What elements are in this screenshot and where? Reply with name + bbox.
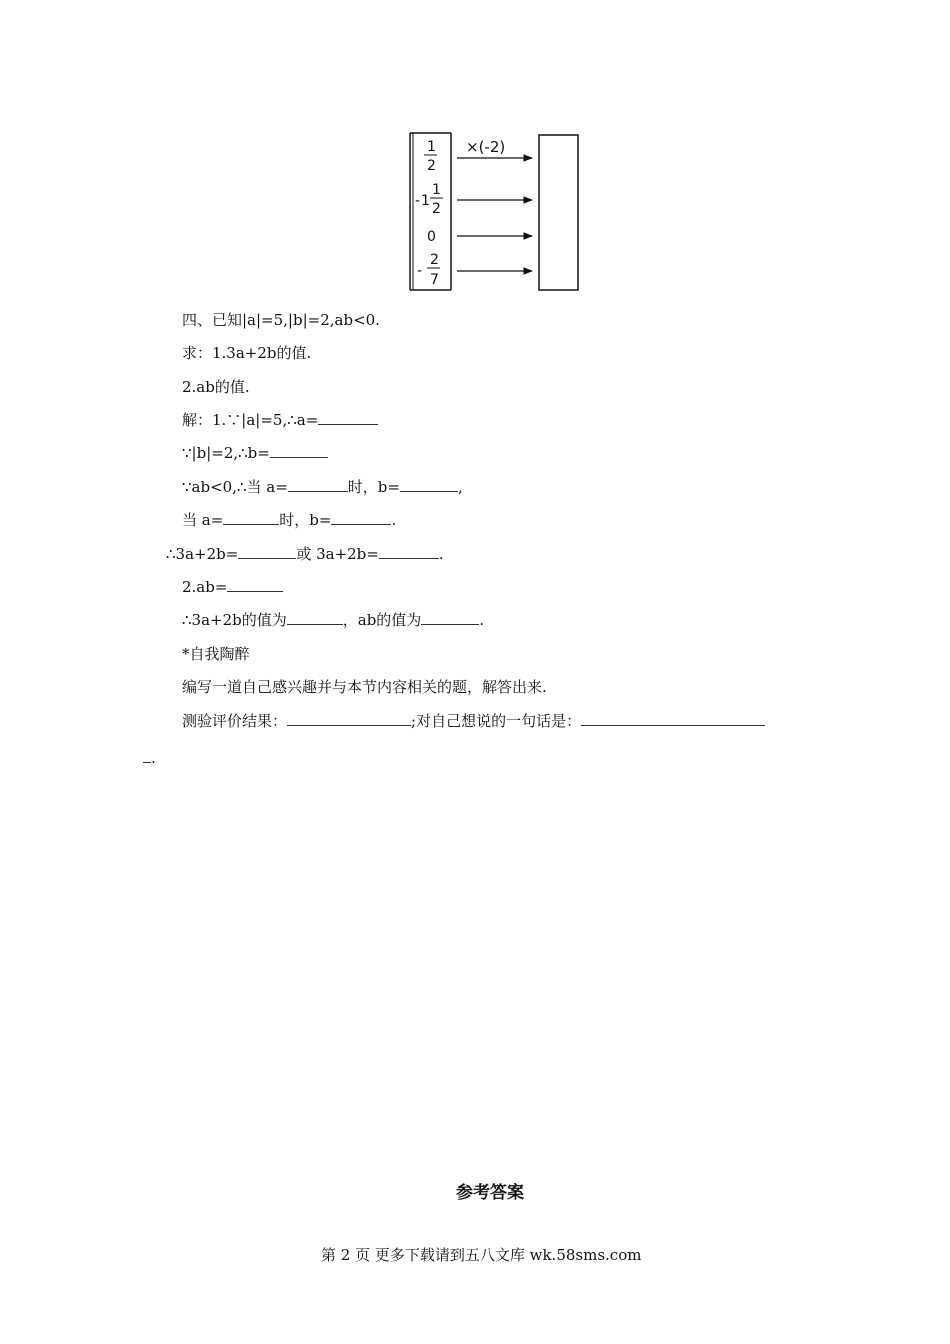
q4-solution-line-5 <box>166 544 444 564</box>
operator-label: ×(-2) <box>466 138 506 156</box>
q4-solution-line-3 <box>182 477 463 497</box>
q4-solution-line-4 <box>182 510 396 530</box>
q4-heading: 四、已知|a|=5,|b|=2,ab<0. <box>182 311 380 329</box>
answers-title: 参考答案 <box>456 1183 524 1203</box>
q4-sol4a-text: 当 a= <box>182 511 224 529</box>
q4-sol5c-text: . <box>438 545 444 563</box>
q4-sol1-text: 解：1.∵|a|=5,∴a= <box>182 411 319 429</box>
q4-solution-line-7 <box>182 610 484 630</box>
input-2-numerator: 1 <box>432 182 441 198</box>
blank-b-value[interactable] <box>270 443 328 458</box>
q4-sol3c-text: , <box>457 478 463 496</box>
blank-case2-a[interactable] <box>223 510 279 525</box>
input-value-1 <box>424 139 437 174</box>
eval-words-label: ;对自己想说的一句话是： <box>411 712 582 730</box>
input-1-numerator: 1 <box>427 139 436 155</box>
q4-solution-line-6 <box>182 577 283 597</box>
q4-sol3b-text: 时，b= <box>347 478 400 496</box>
blank-final-product[interactable] <box>421 610 479 625</box>
q4-sol7c-text: . <box>479 611 485 629</box>
input-2-sign: - <box>415 193 421 209</box>
q4-solution-line-2 <box>182 443 328 463</box>
input-1-denominator: 2 <box>427 158 436 174</box>
blank-a-value[interactable] <box>318 410 378 425</box>
self-evaluation-line <box>182 711 765 731</box>
input-value-4 <box>417 252 440 288</box>
input-4-numerator: 2 <box>430 252 439 268</box>
q4-sol7a-text: ∴3a+2b的值为 <box>182 611 287 629</box>
input-4-sign: - <box>417 263 423 279</box>
q4-sol7b-text: ，ab的值为 <box>342 611 422 629</box>
blank-case1-a[interactable] <box>288 477 348 492</box>
self-section-heading: *自我陶醉 <box>182 645 250 663</box>
blank-sum-2[interactable] <box>379 544 439 559</box>
input-2-denominator: 2 <box>432 201 441 217</box>
q4-ask-2: 2.ab的值. <box>182 378 250 396</box>
q4-sol5b-text: 或 3a+2b= <box>296 545 379 563</box>
blank-eval-words-cont[interactable] <box>143 748 151 763</box>
q4-sol4c-text: . <box>391 511 397 529</box>
q4-sol4b-text: 时，b= <box>279 511 332 529</box>
input-value-2 <box>415 182 443 217</box>
diagram-svg <box>400 125 590 295</box>
eval-end-period: . <box>151 749 156 767</box>
input-2-whole: 1 <box>421 193 430 209</box>
self-section-task: 编写一道自己感兴趣并与本节内容相关的题，解答出来. <box>182 678 547 696</box>
blank-eval-words[interactable] <box>581 711 765 726</box>
q4-sol5a-text: ∴3a+2b= <box>166 545 239 563</box>
blank-sum-1[interactable] <box>238 544 296 559</box>
blank-product[interactable] <box>227 577 283 592</box>
page-footer: 第 2 页 更多下载请到五八文库 wk.58sms.com <box>321 1246 642 1264</box>
blank-final-sum[interactable] <box>287 610 343 625</box>
q4-solution-line-1 <box>182 410 378 430</box>
q4-sol6-text: 2.ab= <box>182 578 228 596</box>
output-box <box>539 135 578 290</box>
blank-eval-result[interactable] <box>287 711 411 726</box>
q4-sol2-text: ∵|b|=2,∴b= <box>182 444 270 462</box>
multiplication-machine-diagram <box>400 125 590 295</box>
blank-case2-b[interactable] <box>331 510 391 525</box>
self-evaluation-line-end <box>143 748 156 768</box>
input-4-denominator: 7 <box>430 272 439 288</box>
q4-sol3a-text: ∵ab<0,∴当 a= <box>182 478 288 496</box>
blank-case1-b[interactable] <box>400 477 458 492</box>
q4-ask-1: 求：1.3a+2b的值. <box>182 344 312 362</box>
input-value-3: 0 <box>427 229 436 245</box>
eval-result-label: 测验评价结果： <box>182 712 288 730</box>
